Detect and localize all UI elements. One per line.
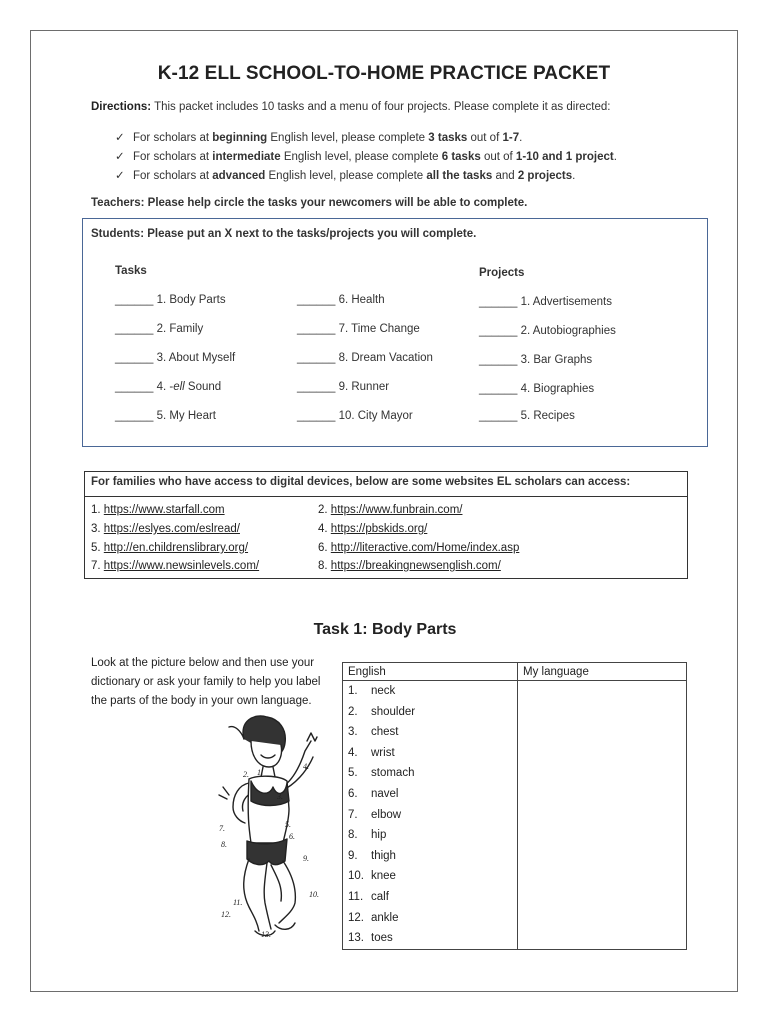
vocab-row: 5. stomach [348, 767, 415, 780]
website-link[interactable]: https://breakingnewsenglish.com/ [330, 560, 501, 572]
project-item: ______ 3. Bar Graphs [479, 354, 593, 366]
projects-label: Projects [479, 267, 525, 279]
directions [91, 101, 610, 113]
checkmark-icon: ✓ [115, 132, 125, 144]
task-item: ______ 10. City Mayor [297, 410, 413, 422]
figure-label: 6. [289, 832, 295, 841]
figure-label: 1. [257, 768, 263, 777]
directions-label: Directions: [91, 101, 152, 113]
website-link[interactable]: https://pbskids.org/ [330, 523, 428, 535]
figure-label: 5. [285, 820, 291, 829]
vocab-row: 9. thigh [348, 849, 396, 862]
website-link[interactable]: http://en.childrenslibrary.org/ [103, 542, 249, 554]
checkmark-icon: ✓ [115, 151, 125, 163]
figure-label: 9. [303, 854, 309, 863]
website-link-item: 2. https://www.funbrain.com/ [318, 504, 463, 516]
page-title: K-12 ELL SCHOOL-TO-HOME PRACTICE PACKET [157, 63, 611, 84]
document-page [30, 30, 738, 992]
task-instructions: Look at the picture below and then use your dictionary or ask your family to help you label the parts of the body in your own language. [91, 657, 321, 707]
task-item: ______ 8. Dream Vacation [297, 352, 433, 364]
website-link[interactable]: http://literactive.com/Home/index.asp [330, 542, 520, 554]
families-box [84, 471, 688, 579]
website-link-item: 5. http://en.childrenslibrary.org/ [91, 542, 249, 554]
task-item: ______ 7. Time Change [297, 323, 420, 335]
vocab-row: 13. toes [348, 932, 393, 945]
task-item: ______ 2. Family [115, 323, 204, 335]
figure-label: 3. [277, 792, 283, 801]
project-item: ______ 4. Biographies [479, 383, 595, 395]
english-words-cell [343, 681, 518, 950]
vocab-row: 8. hip [348, 829, 387, 842]
website-link[interactable]: https://eslyes.com/eslread/ [103, 523, 240, 535]
figure-label: 8. [221, 840, 227, 849]
vocab-row: 2. shoulder [348, 705, 416, 718]
website-link[interactable]: https://www.newsinlevels.com/ [103, 560, 260, 572]
website-link-item: 6. http://literactive.com/Home/index.asp [318, 542, 520, 554]
task-item: ______ 1. Body Parts [115, 294, 226, 306]
vocab-row: 1. neck [348, 685, 396, 697]
directions-text: This packet includes 10 tasks and a menu of four projects. Please complete it as directed: [151, 101, 611, 113]
figure-label: 2. [243, 770, 249, 779]
task-title: Task 1: Body Parts [313, 621, 457, 638]
vocab-row: 12. ankle [348, 911, 399, 924]
tasks-label: Tasks [115, 265, 147, 277]
website-link-item: 8. https://breakingnewsenglish.com/ [318, 560, 501, 572]
students-box [82, 218, 708, 447]
level-item-beginning: ✓ For scholars at beginning English level, please complete 3 tasks out of 1-7. [115, 129, 617, 148]
vocab-row: 7. elbow [348, 808, 402, 821]
body-parts-illustration [199, 711, 329, 941]
vocab-row: 11. calf [348, 890, 389, 903]
figure-label: 4. [303, 762, 309, 771]
website-link[interactable]: https://www.funbrain.com/ [330, 504, 463, 516]
task-item: ______ 5. My Heart [115, 410, 217, 422]
task-item: ______ 3. About Myself [115, 352, 236, 364]
project-item: ______ 1. Advertisements [479, 296, 612, 308]
students-heading: Students: Please put an X next to the tasks/projects you will complete. [91, 228, 477, 240]
families-heading: For families who have access to digital devices, below are some websites EL scholars can access: [91, 476, 631, 488]
vocabulary-table [342, 662, 687, 950]
figure-label: 13. [261, 930, 271, 939]
task-item: ______ 9. Runner [297, 381, 390, 393]
figure-label: 7. [219, 824, 225, 833]
checkmark-icon: ✓ [115, 170, 125, 182]
teachers-note: Teachers: Please help circle the tasks your newcomers will be able to complete. [91, 197, 528, 209]
figure-label: 10. [309, 890, 319, 899]
task-item: ______ 4. -ell Sound [115, 381, 222, 393]
website-link-item: 4. https://pbskids.org/ [318, 523, 428, 535]
task-item: ______ 6. Health [297, 294, 385, 306]
figure-label: 11. [233, 898, 243, 907]
website-link-item: 7. https://www.newsinlevels.com/ [91, 560, 260, 572]
project-item: ______ 5. Recipes [479, 410, 575, 422]
website-link[interactable]: https://www.starfall.com [103, 504, 225, 516]
vocab-row: 4. wrist [348, 746, 395, 759]
vocab-row: 6. navel [348, 787, 399, 800]
level-item-intermediate: ✓ For scholars at intermediate English level, please complete 6 tasks out of 1-10 and 1 project. [115, 148, 617, 167]
column-header-english: English [343, 663, 518, 681]
level-checklist [115, 129, 617, 186]
vocab-row: 10. knee [348, 870, 396, 883]
vocab-row: 3. chest [348, 726, 399, 739]
project-item: ______ 2. Autobiographies [479, 325, 616, 337]
figure-label: 12. [221, 910, 231, 919]
my-language-answer-cell[interactable] [518, 681, 687, 950]
level-item-advanced: ✓ For scholars at advanced English level, please complete all the tasks and 2 projects. [115, 167, 617, 186]
column-header-my-language: My language [518, 663, 687, 681]
website-link-item: 3. https://eslyes.com/eslread/ [91, 523, 240, 535]
divider [85, 496, 687, 497]
website-link-item: 1. https://www.starfall.com [91, 504, 225, 516]
